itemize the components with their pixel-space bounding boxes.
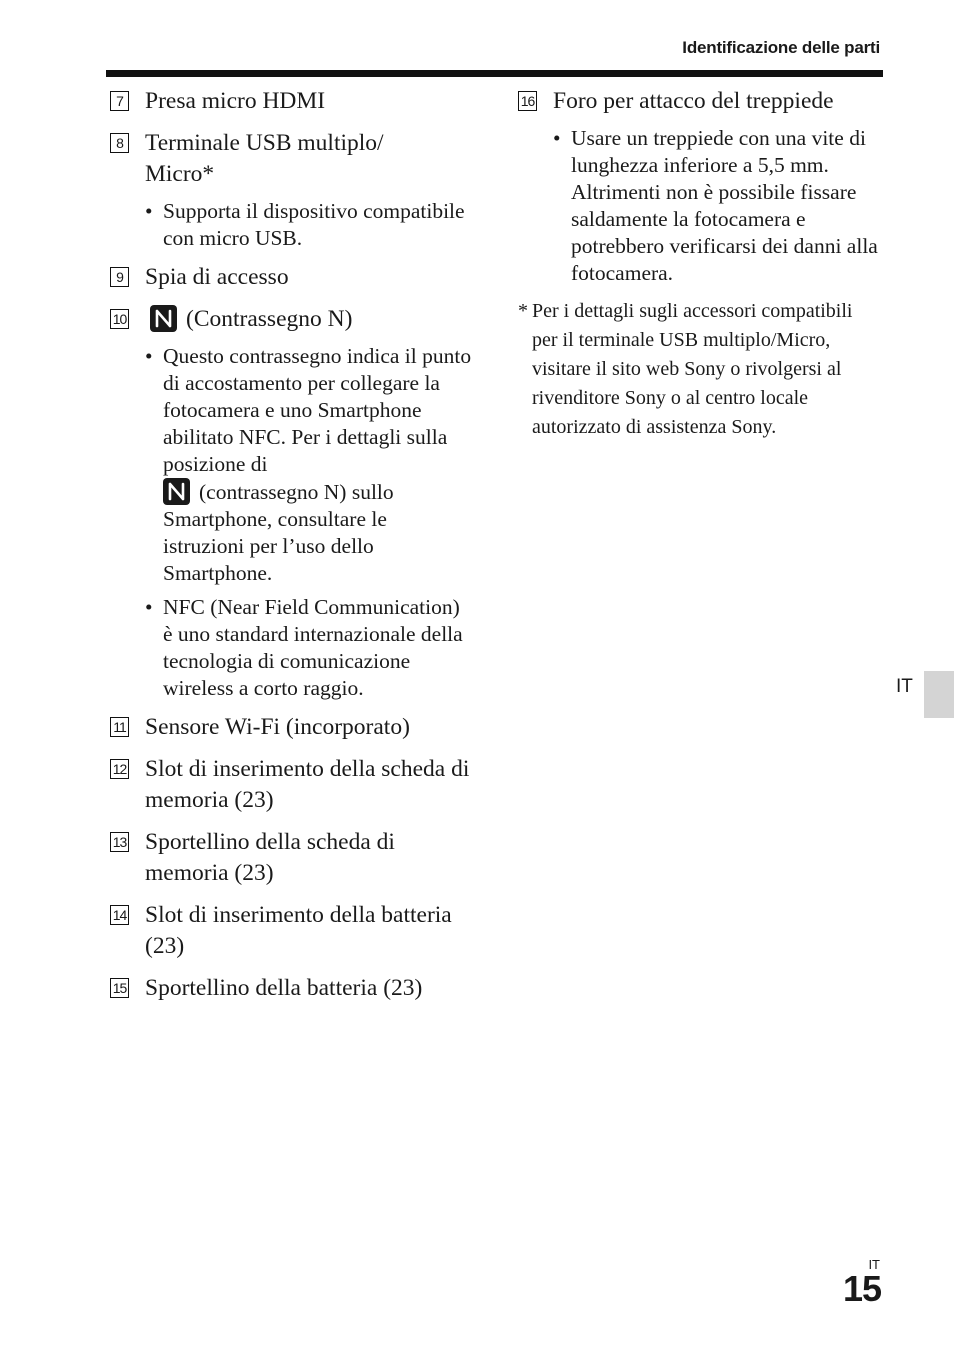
item-number-box: 8 <box>110 133 129 153</box>
bullet-list <box>145 198 472 252</box>
bullet-list <box>553 125 880 287</box>
part-item-15 <box>110 973 472 1004</box>
footnote-mark: * <box>518 300 528 322</box>
item-label: Slot di inserimento della batteria (23) <box>145 902 452 959</box>
part-item-16 <box>518 86 880 117</box>
running-header: Identificazione delle parti <box>682 38 880 57</box>
bullet-text: (contrassegno N) sullo Smartphone, consultare le istruzioni per l’uso dello Smartphone. <box>163 480 394 585</box>
part-item-14 <box>110 900 472 962</box>
page-number: 15 <box>842 1268 881 1309</box>
item-number-box: 10 <box>110 309 129 329</box>
bullet-item <box>145 343 472 587</box>
page-language-label: IT <box>868 1257 880 1272</box>
item-label: Presa micro HDMI <box>145 88 326 114</box>
bullet-item: • Usare un treppiede con una vite di lunghezza inferiore a 5,5 mm. Altrimenti non è possibile fissare saldamente la fotocamera e potrebbero verificarsi dei danni alla fotocamera. <box>553 125 880 287</box>
header-rule <box>106 70 883 77</box>
item-label: (Contrassegno N) <box>186 306 353 332</box>
language-side-label: IT <box>896 676 913 697</box>
item-number-box: 7 <box>110 91 129 111</box>
part-item-10 <box>110 304 472 335</box>
n-mark-icon <box>150 305 177 332</box>
item-label: Foro per attacco del treppiede <box>553 88 834 114</box>
item-number-box: 15 <box>110 978 129 998</box>
item-label: Sensore Wi-Fi (incorporato) <box>145 714 410 740</box>
left-column <box>110 86 472 1015</box>
item-label: Sportellino della scheda di memoria (23) <box>145 829 395 886</box>
part-item-7 <box>110 86 472 117</box>
part-item-12 <box>110 754 472 816</box>
item-number-box: 9 <box>110 267 129 287</box>
item-number-box: 13 <box>110 832 129 852</box>
bullet-text: Questo contrassegno indica il punto di accostamento per collegare la fotocamera e uno Smartphone abilitato NFC. Per i dettagli sulla posizione di <box>163 344 472 476</box>
item-number-box: 11 <box>110 717 129 737</box>
footnote-text: Per i dettagli sugli accessori compatibili per il terminale USB multiplo/Micro, visitare il sito web Sony o rivolgersi al rivenditore Sony o al centro locale autorizzato di assistenza Sony. <box>532 300 853 438</box>
part-item-11 <box>110 712 472 743</box>
bullet-item: • NFC (Near Field Communication) è uno standard internazionale della tecnologia di comunicazione wireless a corto raggio. <box>145 594 472 702</box>
right-column <box>518 86 880 442</box>
item-label: Slot di inserimento della scheda di memoria (23) <box>145 756 470 813</box>
n-mark-icon <box>163 478 190 505</box>
bullet-item: • Supporta il dispositivo compatibile con micro USB. <box>145 198 472 252</box>
item-number-box: 14 <box>110 905 129 925</box>
footnote <box>518 297 880 442</box>
language-side-tab <box>924 671 954 718</box>
item-number-box: 12 <box>110 759 129 779</box>
part-item-13 <box>110 827 472 889</box>
item-label: Terminale USB multiplo/ Micro* <box>145 130 384 187</box>
item-number-box: 16 <box>518 91 537 111</box>
bullet-list <box>145 343 472 702</box>
item-label: Sportellino della batteria (23) <box>145 975 423 1001</box>
part-item-8 <box>110 128 472 190</box>
item-label: Spia di accesso <box>145 264 289 290</box>
part-item-9 <box>110 262 472 293</box>
